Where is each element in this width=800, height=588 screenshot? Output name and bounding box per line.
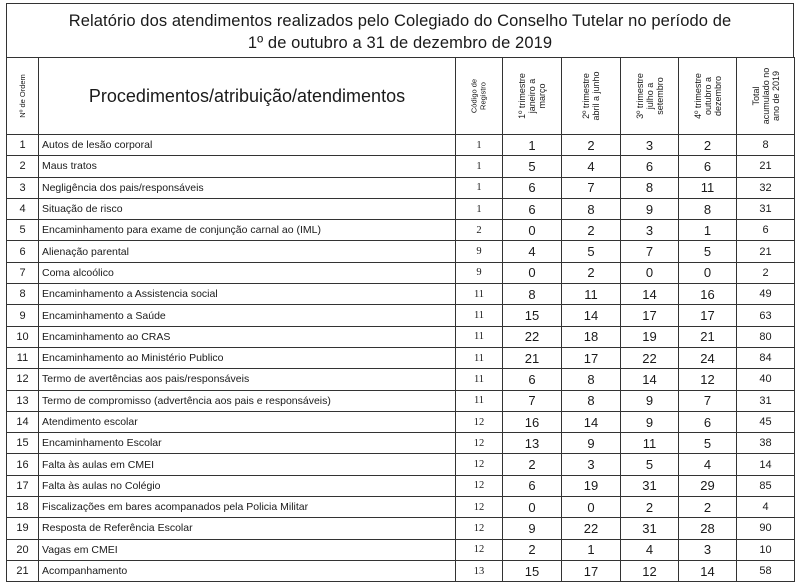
header-total: Total acumulado no ano de 2019 <box>737 58 795 135</box>
total-cell: 32 <box>737 177 795 198</box>
registration-code-cell: 12 <box>456 454 503 475</box>
table-row <box>7 390 795 411</box>
procedure-cell: Encaminhamento a Saúde <box>39 305 456 326</box>
header-procedures: Procedimentos/atribuição/atendimentos <box>39 58 456 135</box>
order-number-cell: 11 <box>7 347 39 368</box>
quarter-2-cell: 9 <box>562 433 621 454</box>
procedure-cell: Vagas em CMEI <box>39 539 456 560</box>
quarter-4-cell: 2 <box>679 135 737 156</box>
quarter-3-cell: 4 <box>621 539 679 560</box>
order-number-cell: 20 <box>7 539 39 560</box>
quarter-4-cell: 24 <box>679 347 737 368</box>
order-number-cell: 6 <box>7 241 39 262</box>
quarter-4-cell: 1 <box>679 220 737 241</box>
quarter-4-cell: 3 <box>679 539 737 560</box>
quarter-4-cell: 0 <box>679 262 737 283</box>
quarter-2-cell: 18 <box>562 326 621 347</box>
total-cell: 38 <box>737 433 795 454</box>
registration-code-cell: 11 <box>456 305 503 326</box>
procedure-cell: Encaminhamento a Assistencia social <box>39 284 456 305</box>
registration-code-cell: 1 <box>456 198 503 219</box>
procedure-cell: Negligência dos pais/responsáveis <box>39 177 456 198</box>
total-cell: 2 <box>737 262 795 283</box>
quarter-4-cell: 11 <box>679 177 737 198</box>
quarter-2-cell: 2 <box>562 135 621 156</box>
quarter-2-cell: 1 <box>562 539 621 560</box>
total-cell: 85 <box>737 475 795 496</box>
quarter-1-cell: 7 <box>503 390 562 411</box>
quarter-3-cell: 11 <box>621 433 679 454</box>
header-quarter-4: 4º trimestre outubro a dezembro <box>679 58 737 135</box>
table-row <box>7 475 795 496</box>
table-row <box>7 347 795 368</box>
quarter-3-cell: 22 <box>621 347 679 368</box>
table-row <box>7 156 795 177</box>
total-cell: 14 <box>737 454 795 475</box>
total-cell: 21 <box>737 156 795 177</box>
registration-code-cell: 1 <box>456 135 503 156</box>
total-cell: 90 <box>737 518 795 539</box>
order-number-cell: 2 <box>7 156 39 177</box>
quarter-4-cell: 21 <box>679 326 737 347</box>
table-row <box>7 284 795 305</box>
order-number-cell: 14 <box>7 411 39 432</box>
total-cell: 10 <box>737 539 795 560</box>
quarter-3-cell: 5 <box>621 454 679 475</box>
quarter-2-cell: 4 <box>562 156 621 177</box>
total-cell: 31 <box>737 390 795 411</box>
quarter-2-cell: 11 <box>562 284 621 305</box>
registration-code-cell: 11 <box>456 347 503 368</box>
quarter-2-cell: 7 <box>562 177 621 198</box>
procedure-cell: Autos de lesão corporal <box>39 135 456 156</box>
order-number-cell: 3 <box>7 177 39 198</box>
quarter-4-cell: 6 <box>679 411 737 432</box>
procedure-cell: Encaminhamento Escolar <box>39 433 456 454</box>
order-number-cell: 1 <box>7 135 39 156</box>
procedure-cell: Termo de avertências aos pais/responsáveis <box>39 369 456 390</box>
attendance-table <box>6 57 795 582</box>
quarter-1-cell: 2 <box>503 539 562 560</box>
quarter-2-cell: 17 <box>562 347 621 368</box>
total-cell: 31 <box>737 198 795 219</box>
order-number-cell: 9 <box>7 305 39 326</box>
procedure-cell: Atendimento escolar <box>39 411 456 432</box>
procedure-cell: Alienação parental <box>39 241 456 262</box>
total-cell: 80 <box>737 326 795 347</box>
procedure-cell: Encaminhamento ao Ministério Publico <box>39 347 456 368</box>
title-line-1: Relatório dos atendimentos realizados pelo Colegiado do Conselho Tutelar no período de <box>68 12 732 30</box>
table-body <box>7 135 795 582</box>
title-line-2: 1º de outubro a 31 de dezembro de 2019 <box>247 34 553 52</box>
procedure-cell: Acompanhamento <box>39 560 456 581</box>
quarter-3-cell: 14 <box>621 369 679 390</box>
total-cell: 58 <box>737 560 795 581</box>
quarter-3-cell: 7 <box>621 241 679 262</box>
header-order-number: Nº de Ordem <box>7 58 39 135</box>
quarter-1-cell: 6 <box>503 475 562 496</box>
header-quarter-1: 1º trimestre janeiro a março <box>503 58 562 135</box>
registration-code-cell: 1 <box>456 177 503 198</box>
total-cell: 63 <box>737 305 795 326</box>
quarter-4-cell: 17 <box>679 305 737 326</box>
quarter-1-cell: 15 <box>503 305 562 326</box>
quarter-3-cell: 17 <box>621 305 679 326</box>
quarter-1-cell: 2 <box>503 454 562 475</box>
total-cell: 6 <box>737 220 795 241</box>
registration-code-cell: 12 <box>456 433 503 454</box>
quarter-2-cell: 0 <box>562 497 621 518</box>
quarter-4-cell: 7 <box>679 390 737 411</box>
table-row <box>7 560 795 581</box>
header-quarter-2: 2º trimestre abril a junho <box>562 58 621 135</box>
table-row <box>7 135 795 156</box>
procedure-cell: Resposta de Referência Escolar <box>39 518 456 539</box>
order-number-cell: 21 <box>7 560 39 581</box>
registration-code-cell: 11 <box>456 369 503 390</box>
quarter-2-cell: 19 <box>562 475 621 496</box>
procedure-cell: Falta às aulas no Colégio <box>39 475 456 496</box>
quarter-1-cell: 0 <box>503 497 562 518</box>
quarter-2-cell: 8 <box>562 369 621 390</box>
total-cell: 21 <box>737 241 795 262</box>
procedure-cell: Fiscalizações em bares acompanados pela Policia Militar <box>39 497 456 518</box>
table-row <box>7 539 795 560</box>
table-row <box>7 518 795 539</box>
quarter-1-cell: 0 <box>503 220 562 241</box>
header-row <box>7 58 795 135</box>
table-row <box>7 454 795 475</box>
quarter-2-cell: 5 <box>562 241 621 262</box>
quarter-1-cell: 13 <box>503 433 562 454</box>
quarter-1-cell: 22 <box>503 326 562 347</box>
quarter-1-cell: 15 <box>503 560 562 581</box>
total-cell: 49 <box>737 284 795 305</box>
header-quarter-3: 3º trimestre julho a setembro <box>621 58 679 135</box>
quarter-4-cell: 12 <box>679 369 737 390</box>
quarter-1-cell: 1 <box>503 135 562 156</box>
quarter-4-cell: 2 <box>679 497 737 518</box>
procedure-cell: Maus tratos <box>39 156 456 177</box>
report-sheet <box>6 3 794 583</box>
quarter-3-cell: 31 <box>621 475 679 496</box>
total-cell: 40 <box>737 369 795 390</box>
quarter-3-cell: 9 <box>621 411 679 432</box>
quarter-4-cell: 29 <box>679 475 737 496</box>
registration-code-cell: 1 <box>456 156 503 177</box>
order-number-cell: 19 <box>7 518 39 539</box>
table-row <box>7 369 795 390</box>
quarter-1-cell: 4 <box>503 241 562 262</box>
table-row <box>7 198 795 219</box>
order-number-cell: 18 <box>7 497 39 518</box>
quarter-2-cell: 14 <box>562 305 621 326</box>
procedure-cell: Termo de compromisso (advertência aos pais e responsáveis) <box>39 390 456 411</box>
table-row <box>7 241 795 262</box>
registration-code-cell: 12 <box>456 497 503 518</box>
quarter-1-cell: 8 <box>503 284 562 305</box>
order-number-cell: 15 <box>7 433 39 454</box>
quarter-2-cell: 22 <box>562 518 621 539</box>
quarter-2-cell: 2 <box>562 262 621 283</box>
quarter-3-cell: 2 <box>621 497 679 518</box>
quarter-2-cell: 3 <box>562 454 621 475</box>
quarter-4-cell: 16 <box>679 284 737 305</box>
quarter-1-cell: 9 <box>503 518 562 539</box>
procedure-cell: Falta às aulas em CMEI <box>39 454 456 475</box>
order-number-cell: 16 <box>7 454 39 475</box>
total-cell: 84 <box>737 347 795 368</box>
quarter-3-cell: 14 <box>621 284 679 305</box>
total-cell: 45 <box>737 411 795 432</box>
quarter-3-cell: 0 <box>621 262 679 283</box>
order-number-cell: 10 <box>7 326 39 347</box>
quarter-2-cell: 17 <box>562 560 621 581</box>
quarter-2-cell: 14 <box>562 411 621 432</box>
registration-code-cell: 9 <box>456 241 503 262</box>
quarter-2-cell: 8 <box>562 198 621 219</box>
procedure-cell: Situação de risco <box>39 198 456 219</box>
quarter-3-cell: 3 <box>621 220 679 241</box>
quarter-3-cell: 8 <box>621 177 679 198</box>
quarter-4-cell: 5 <box>679 241 737 262</box>
order-number-cell: 12 <box>7 369 39 390</box>
quarter-1-cell: 6 <box>503 369 562 390</box>
registration-code-cell: 12 <box>456 475 503 496</box>
quarter-2-cell: 2 <box>562 220 621 241</box>
header-registration-code: Código de Registro <box>456 58 503 135</box>
registration-code-cell: 12 <box>456 539 503 560</box>
table-row <box>7 433 795 454</box>
registration-code-cell: 13 <box>456 560 503 581</box>
table-row <box>7 326 795 347</box>
table-row <box>7 305 795 326</box>
quarter-4-cell: 5 <box>679 433 737 454</box>
quarter-3-cell: 9 <box>621 198 679 219</box>
quarter-4-cell: 4 <box>679 454 737 475</box>
quarter-4-cell: 14 <box>679 560 737 581</box>
total-cell: 4 <box>737 497 795 518</box>
registration-code-cell: 9 <box>456 262 503 283</box>
quarter-3-cell: 6 <box>621 156 679 177</box>
order-number-cell: 7 <box>7 262 39 283</box>
quarter-1-cell: 5 <box>503 156 562 177</box>
quarter-4-cell: 8 <box>679 198 737 219</box>
registration-code-cell: 2 <box>456 220 503 241</box>
quarter-4-cell: 6 <box>679 156 737 177</box>
order-number-cell: 13 <box>7 390 39 411</box>
quarter-1-cell: 21 <box>503 347 562 368</box>
registration-code-cell: 11 <box>456 326 503 347</box>
registration-code-cell: 12 <box>456 518 503 539</box>
quarter-1-cell: 6 <box>503 177 562 198</box>
table-row <box>7 262 795 283</box>
quarter-3-cell: 12 <box>621 560 679 581</box>
quarter-3-cell: 3 <box>621 135 679 156</box>
quarter-1-cell: 16 <box>503 411 562 432</box>
registration-code-cell: 11 <box>456 284 503 305</box>
quarter-4-cell: 28 <box>679 518 737 539</box>
table-row <box>7 497 795 518</box>
quarter-1-cell: 0 <box>503 262 562 283</box>
order-number-cell: 4 <box>7 198 39 219</box>
table-row <box>7 177 795 198</box>
quarter-3-cell: 9 <box>621 390 679 411</box>
total-cell: 8 <box>737 135 795 156</box>
procedure-cell: Coma alcoólico <box>39 262 456 283</box>
table-row <box>7 411 795 432</box>
procedure-cell: Encaminhamento para exame de conjunção carnal ao (IML) <box>39 220 456 241</box>
quarter-1-cell: 6 <box>503 198 562 219</box>
order-number-cell: 17 <box>7 475 39 496</box>
registration-code-cell: 12 <box>456 411 503 432</box>
registration-code-cell: 11 <box>456 390 503 411</box>
procedure-cell: Encaminhamento ao CRAS <box>39 326 456 347</box>
quarter-2-cell: 8 <box>562 390 621 411</box>
order-number-cell: 8 <box>7 284 39 305</box>
order-number-cell: 5 <box>7 220 39 241</box>
report-title <box>6 3 794 57</box>
table-row <box>7 220 795 241</box>
quarter-3-cell: 31 <box>621 518 679 539</box>
quarter-3-cell: 19 <box>621 326 679 347</box>
